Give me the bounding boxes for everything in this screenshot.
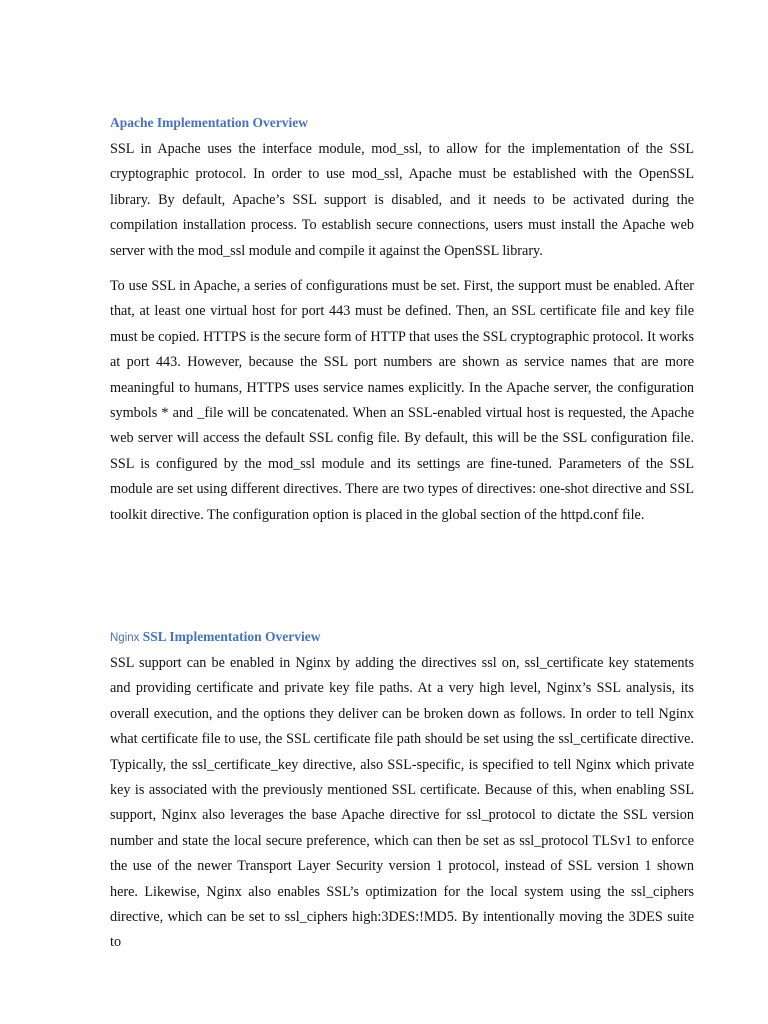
nginx-heading-text: SSL Implementation Overview <box>142 629 321 644</box>
nginx-heading-prefix: Nginx <box>110 632 140 644</box>
apache-heading-text: Apache Implementation Overview <box>110 115 308 130</box>
nginx-section-heading <box>110 629 321 645</box>
apache-paragraph-2: To use SSL in Apache, a series of configurations must be set. First, the support must be enabled. After that, at least one virtual host for port 443 must be defined. Then, an SSL certificate file and key file must be copied. HTTPS is the secure form of HTTP that uses the SSL cryptographic protocol. It works at port 443. However, because the SSL port numbers are shown as service names that are more meaningful to humans, HTTPS uses service names explicitly. In the Apache server, the configuration symbols * and _file will be concatenated. When an SSL-enabled virtual host is requested, the Apache web server will access the default SSL config file. By default, this will be the SSL configuration file. SSL is configured by the mod_ssl module and its settings are fine-tuned. Parameters of the SSL module are set using different directives. There are two types of directives: one-shot directive and SSL toolkit directive. The configuration option is placed in the global section of the httpd.conf file. <box>110 278 694 523</box>
nginx-paragraph-1: SSL support can be enabled in Nginx by adding the directives ssl on, ssl_certificate key statements and providing certificate and private key file paths. At a very high level, Nginx’s SSL analysis, its overall execution, and the options they deliver can be broken down as follows. In order to tell Nginx what certificate file to use, the SSL certificate file path should be set using the ssl_certificate directive. Typically, the ssl_certificate_key directive, also SSL-specific, is specified to tell Nginx which private key is associated with the previously mentioned SSL certificate. Because of this, when enabling SSL support, Nginx also leverages the base Apache directive for ssl_protocol to dictate the SSL version number and state the local secure preference, which can then be set as ssl_protocol TLSv1 to enforce the use of the newer Transport Layer Security version 1 protocol, instead of SSL version 1 shown here. Likewise, Nginx also enables SSL’s optimization for the local system using the ssl_ciphers directive, which can be set to ssl_ciphers high:3DES:!MD5. By intentionally moving the 3DES suite to <box>110 655 694 951</box>
apache-section-heading <box>110 115 308 131</box>
apache-paragraph-1: SSL in Apache uses the interface module, mod_ssl, to allow for the implementation of the SSL cryptographic protocol. In order to use mod_ssl, Apache must be established with the OpenSSL library. By default, Apache’s SSL support is disabled, and it needs to be activated during the compilation installation process. To establish secure connections, users must install the Apache web server with the mod_ssl module and compile it against the OpenSSL library. <box>110 141 694 259</box>
